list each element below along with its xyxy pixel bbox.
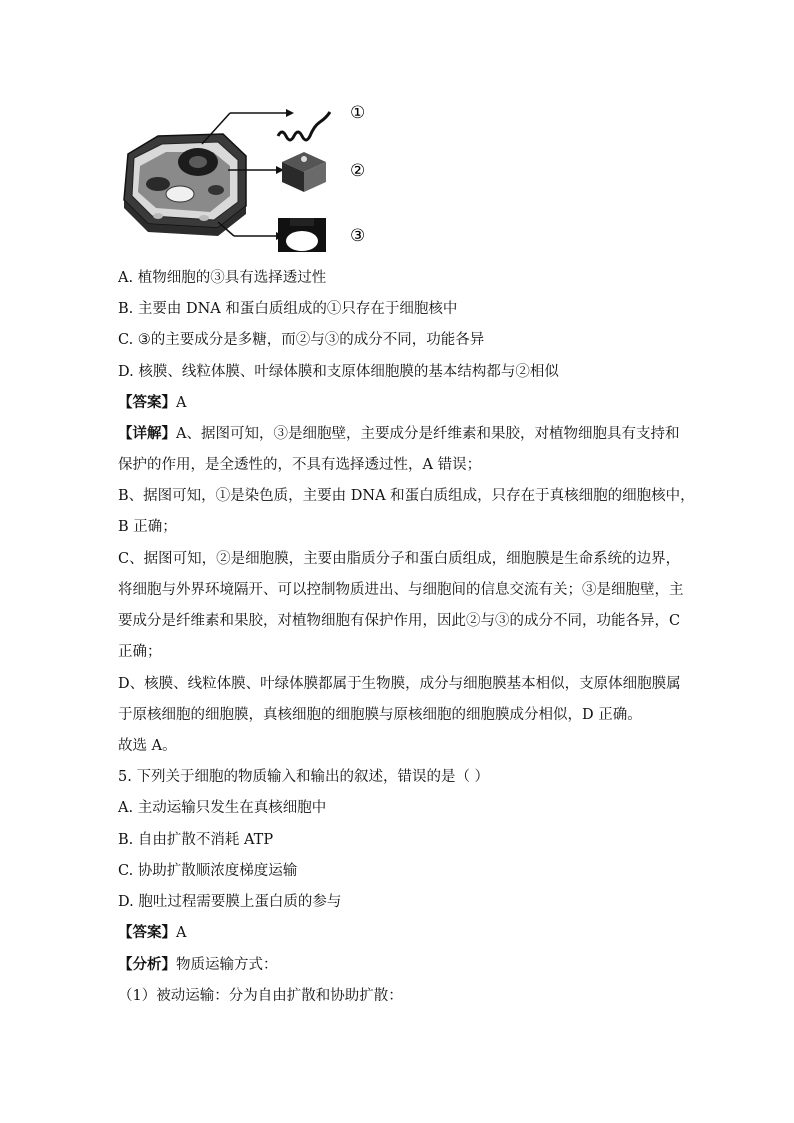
detail-tag: 【详解】 <box>118 425 176 442</box>
q5-option-a: A. 主动运输只发生在真核细胞中 <box>118 800 327 816</box>
answer-value: A <box>176 925 187 941</box>
q4-detail-line-4: B 正确； <box>118 519 177 535</box>
analysis-text: 物质运输方式： <box>176 957 278 973</box>
q5-answer <box>118 923 186 943</box>
analysis-tag: 【分析】 <box>118 956 176 973</box>
label-3: ③ <box>350 226 366 246</box>
q5-option-d: D. 胞吐过程需要膜上蛋白质的参与 <box>118 894 342 910</box>
q4-option-a: A. 植物细胞的③具有选择透过性 <box>118 270 327 286</box>
cell-structure-figure <box>118 96 378 256</box>
answer-tag: 【答案】 <box>118 394 176 411</box>
q4-answer <box>118 393 186 413</box>
label-2: ② <box>350 161 366 181</box>
detail-text: A、据图可知，③是细胞壁，主要成分是纤维素和果胶，对植物细胞具有支持和 <box>176 426 680 442</box>
q5-analysis <box>118 955 278 975</box>
cell-membrane-illustration <box>282 152 326 192</box>
answer-value: A <box>176 395 187 411</box>
q4-option-b: B. 主要由 DNA 和蛋白质组成的①只存在于细胞核中 <box>118 301 458 317</box>
plant-cell-illustration <box>124 134 246 236</box>
q4-option-c: C. ③的主要成分是多糖，而②与③的成分不同，功能各异 <box>118 332 485 348</box>
q4-detail-line-8: 正确； <box>118 644 162 660</box>
q4-detail-line-2: 保护的作用，是全透性的，不具有选择透过性，A 错误； <box>118 457 482 473</box>
q5-option-b: B. 自由扩散不消耗 ATP <box>118 832 274 848</box>
q4-option-d: D. 核膜、线粒体膜、叶绿体膜和支原体细胞膜的基本结构都与②相似 <box>118 364 559 380</box>
chromatin-illustration <box>278 112 330 140</box>
cell-diagram <box>118 96 378 256</box>
q4-detail-line-7: 要成分是纤维素和果胶，对植物细胞有保护作用，因此②与③的成分不同，功能各异，C <box>118 613 681 629</box>
answer-tag: 【答案】 <box>118 924 176 941</box>
cell-wall-illustration <box>278 218 326 252</box>
q4-detail-line-10: 于原核细胞的细胞膜，真核细胞的细胞膜与原核细胞的细胞膜成分相似，D 正确。 <box>118 707 642 723</box>
q4-detail-line-11: 故选 A。 <box>118 738 177 754</box>
label-1: ① <box>350 103 366 123</box>
q4-detail-line-3: B、据图可知，①是染色质，主要由 DNA 和蛋白质组成，只存在于真核细胞的细胞核中， <box>118 488 695 504</box>
q4-detail-line-1 <box>118 424 679 444</box>
q5-point-1: （1）被动运输：分为自由扩散和协助扩散： <box>118 988 403 1004</box>
q5-option-c: C. 协助扩散顺浓度梯度运输 <box>118 863 298 879</box>
q4-detail-line-6: 将细胞与外界环境隔开、可以控制物质进出、与细胞间的信息交流有关；③是细胞壁，主 <box>118 582 684 598</box>
q4-detail-line-9: D、核膜、线粒体膜、叶绿体膜都属于生物膜，成分与细胞膜基本相似，支原体细胞膜属 <box>118 676 681 692</box>
q4-detail-line-5: C、据图可知，②是细胞膜，主要由脂质分子和蛋白质组成，细胞膜是生命系统的边界， <box>118 551 681 567</box>
q5-stem: 5. 下列关于细胞的物质输入和输出的叙述，错误的是（ ） <box>118 769 490 785</box>
